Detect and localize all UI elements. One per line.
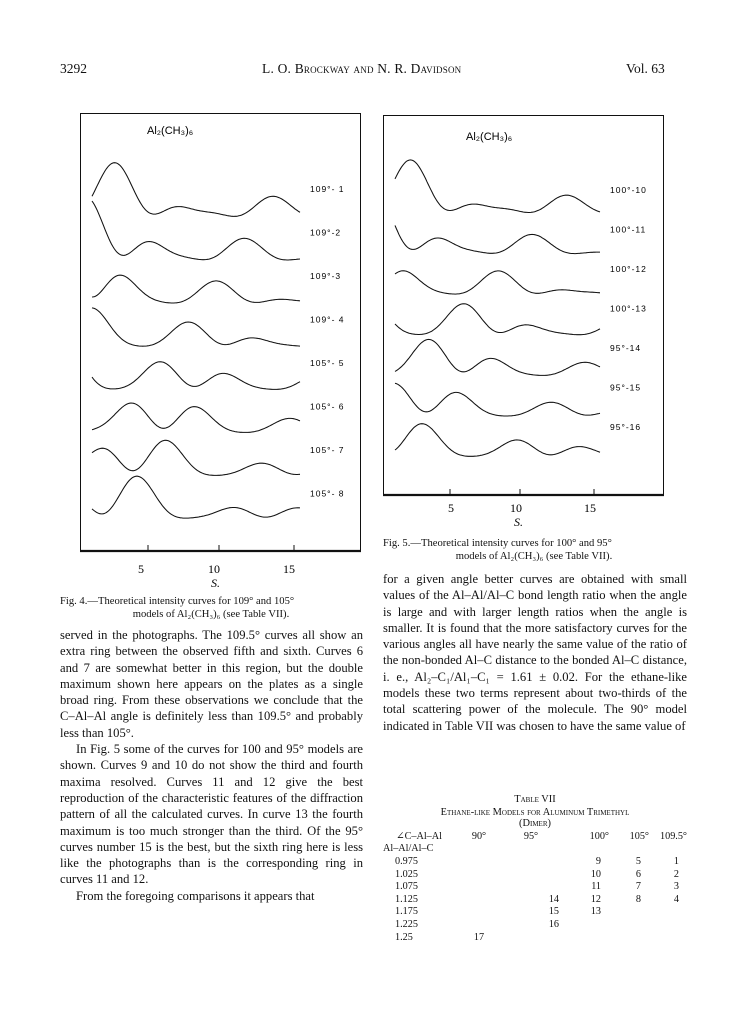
curve-number-cell: [455, 880, 503, 893]
curve-number-cell: [609, 931, 649, 944]
figure-4-caption: [60, 595, 362, 621]
table-row: [383, 893, 687, 906]
curve-label: 109°- 4: [310, 314, 345, 325]
column-header: ∠C–Al–Al: [396, 830, 442, 842]
intensity-curve: [395, 160, 600, 213]
table-header-row: [383, 843, 687, 856]
curve-label: 95°-16: [610, 422, 642, 432]
intensity-curve: [395, 271, 600, 294]
table-7-grid: [383, 830, 687, 943]
figure-5-title: Al₂(CH₃)₆: [466, 131, 513, 143]
intensity-curve: [395, 383, 600, 416]
curve-number-cell: [455, 855, 503, 868]
column-header: 100°: [589, 830, 609, 842]
curve-number-cell: [455, 906, 503, 919]
curve-label: 109°-3: [310, 271, 342, 281]
intensity-curve: [92, 163, 300, 217]
curve-number-cell: [503, 880, 559, 893]
curve-number-cell: [559, 918, 609, 931]
table-7: [383, 794, 687, 943]
intensity-curve: [395, 339, 600, 375]
curve-number-cell: 2: [673, 868, 679, 880]
column-header: 95°: [523, 830, 539, 842]
curve-label: 100°-13: [610, 303, 647, 314]
volume-label: Vol. 63: [626, 61, 665, 76]
intensity-curve: [92, 476, 300, 518]
figure-4-title: Al₂(CH₃)₆: [147, 125, 194, 137]
curve-number-cell: 15: [548, 906, 559, 918]
table-row: [383, 868, 687, 881]
table-title: Table VII: [514, 794, 556, 805]
figure-5-tick-label: 15: [584, 501, 596, 515]
figure-4-tick-label: 10: [208, 562, 220, 576]
ratio-cell: 0.975: [395, 855, 418, 867]
intensity-curve: [92, 308, 300, 346]
table-row: [383, 880, 687, 893]
figure-4-tick-label: 5: [138, 562, 144, 576]
table-header-row: [383, 830, 687, 843]
ratio-cell: 1.025: [395, 868, 418, 880]
curve-label: 100°-12: [610, 264, 647, 274]
curve-label: 105°- 7: [310, 445, 345, 455]
left-column-text: [60, 627, 363, 904]
curve-number-cell: 4: [673, 893, 679, 905]
curve-number-cell: [455, 893, 503, 906]
paragraph: From the foregoing comparisons it appears that: [76, 888, 315, 903]
curve-label: 105°- 6: [310, 401, 345, 412]
figure-4-caption-line2: models of Al₂(CH₃)₆ (see Table VII).: [132, 609, 290, 621]
table-row: [383, 906, 687, 919]
curve-label: 105°- 5: [310, 358, 345, 368]
curve-number-cell: 8: [635, 893, 641, 905]
table-row: [383, 931, 687, 944]
curve-label: 109°-2: [310, 227, 342, 238]
curve-number-cell: [503, 931, 559, 944]
figure-5-caption-line1: Fig. 5.—Theoretical intensity curves for 100° and 95°: [383, 538, 612, 549]
curve-label: 95°-14: [610, 343, 642, 353]
figure-5-tick-label: 5: [448, 501, 454, 515]
right-column-text: [383, 571, 687, 734]
ratio-cell: 1.25: [395, 931, 413, 943]
curve-number-cell: [455, 918, 503, 931]
table-subtitle: (Dimer): [519, 818, 551, 829]
curve-number-cell: 12: [590, 893, 601, 905]
table-subtitle: Ethane-like Models for Aluminum Trimethyl: [440, 807, 630, 818]
curve-number-cell: 3: [673, 881, 679, 893]
intensity-curve: [92, 275, 300, 303]
figure-4-tick-label: 15: [283, 562, 295, 576]
curve-number-cell: 11: [591, 881, 601, 893]
intensity-curve: [92, 201, 300, 260]
ratio-cell: 1.075: [395, 881, 418, 893]
curve-number-cell: 1: [673, 855, 679, 867]
curve-label: 100°-11: [610, 224, 647, 235]
curve-number-cell: [559, 931, 609, 944]
intensity-curve: [395, 304, 600, 335]
curve-label: 105°- 8: [310, 488, 345, 499]
figure-4-frame: [81, 114, 361, 551]
curve-number-cell: 6: [635, 868, 641, 880]
curve-label: 109°- 1: [310, 184, 345, 194]
column-header: 105°: [629, 830, 649, 842]
ratio-cell: 1.175: [395, 906, 418, 918]
curve-number-cell: [455, 868, 503, 881]
curve-label: 100°-10: [610, 185, 647, 195]
figure-5-caption-line2: models of Al₂(CH₃)₆ (see Table VII).: [455, 551, 613, 563]
curve-number-cell: [503, 855, 559, 868]
curve-number-cell: 9: [595, 855, 601, 867]
paragraph: for a given angle better curves are obtained with small values of the Al–Al/Al–C bond length ratio when the angle is large and with larger length ratios when the angle is smaller. It is found that the more satisfactory curves for the various angles all have nearly the same value of the ratio of the non-bonded Al–C distance to the bonded Al–C distance, i. e., Al₂–C₁/Al₁–C₁ = 1.61 ± 0.02. For the ethane-like models these two terms represent about two-thirds of the total scattering power of the molecule. The 90° model indicated in Table VII was chosen to have the same value of: [383, 572, 687, 733]
curve-number-cell: [609, 906, 649, 919]
curve-number-cell: [649, 931, 687, 944]
ratio-cell: 1.225: [395, 918, 418, 930]
figure-5-axis-label: S.: [514, 515, 523, 529]
running-head-authors: L. O. Brockway and N. R. Davidson: [262, 61, 462, 76]
page-number: 3292: [60, 61, 87, 76]
row-header: Al–Al/Al–C: [383, 843, 434, 855]
intensity-curve: [92, 403, 300, 432]
curve-number-cell: [609, 918, 649, 931]
figure-5-frame: [384, 116, 664, 496]
curve-number-cell: 10: [590, 868, 601, 880]
curve-number-cell: 17: [473, 931, 485, 943]
table-row: [383, 918, 687, 931]
curve-number-cell: [649, 918, 687, 931]
curve-number-cell: 16: [548, 918, 559, 930]
column-header: 90°: [471, 830, 487, 842]
curve-label: 95°-15: [610, 382, 642, 393]
figure-5-tick-label: 10: [510, 501, 522, 515]
curve-number-cell: 13: [590, 906, 601, 918]
paragraph: In Fig. 5 some of the curves for 100 and 95° models are shown. Curves 9 and 10 do not show the third and fourth maxima resolved. Curves 11 and 12 give the best reproduction of the characteristic features of the diffraction pattern of all the calculated curves. In curve 13 the fourth maximum is too much stronger than the third. Of the 95° curves number 15 is the best, but the sixth ring here is less like the photographs than is the corresponding ring in curves 11 and 12.: [60, 742, 363, 887]
intensity-curve: [92, 440, 300, 475]
column-header: 109.5°: [660, 830, 687, 842]
curve-number-cell: 5: [635, 855, 641, 867]
paragraph: served in the photographs. The 109.5° curves all show an extra ring between the observed fifth and sixth. Curves 6 and 7 are somewhat better in this region, but the double maximum shown here appears on the plates as a single broad ring. From these observations we conclude that the C–Al–Al angle is definitely less than 109.5° and probably less than 105°.: [60, 628, 363, 740]
figure-4-axis-label: S.: [211, 576, 220, 590]
intensity-curve: [92, 362, 300, 390]
curve-number-cell: [649, 906, 687, 919]
intensity-curve: [395, 225, 600, 253]
curve-number-cell: [503, 868, 559, 881]
ratio-cell: 1.125: [395, 893, 418, 905]
intensity-curve: [395, 424, 600, 457]
figure-5-caption: [383, 537, 685, 563]
table-row: [383, 855, 687, 868]
curve-number-cell: 14: [548, 893, 559, 905]
curve-number-cell: 7: [635, 881, 641, 893]
figure-4-caption-line1: Fig. 4.—Theoretical intensity curves for 109° and 105°: [60, 596, 295, 607]
